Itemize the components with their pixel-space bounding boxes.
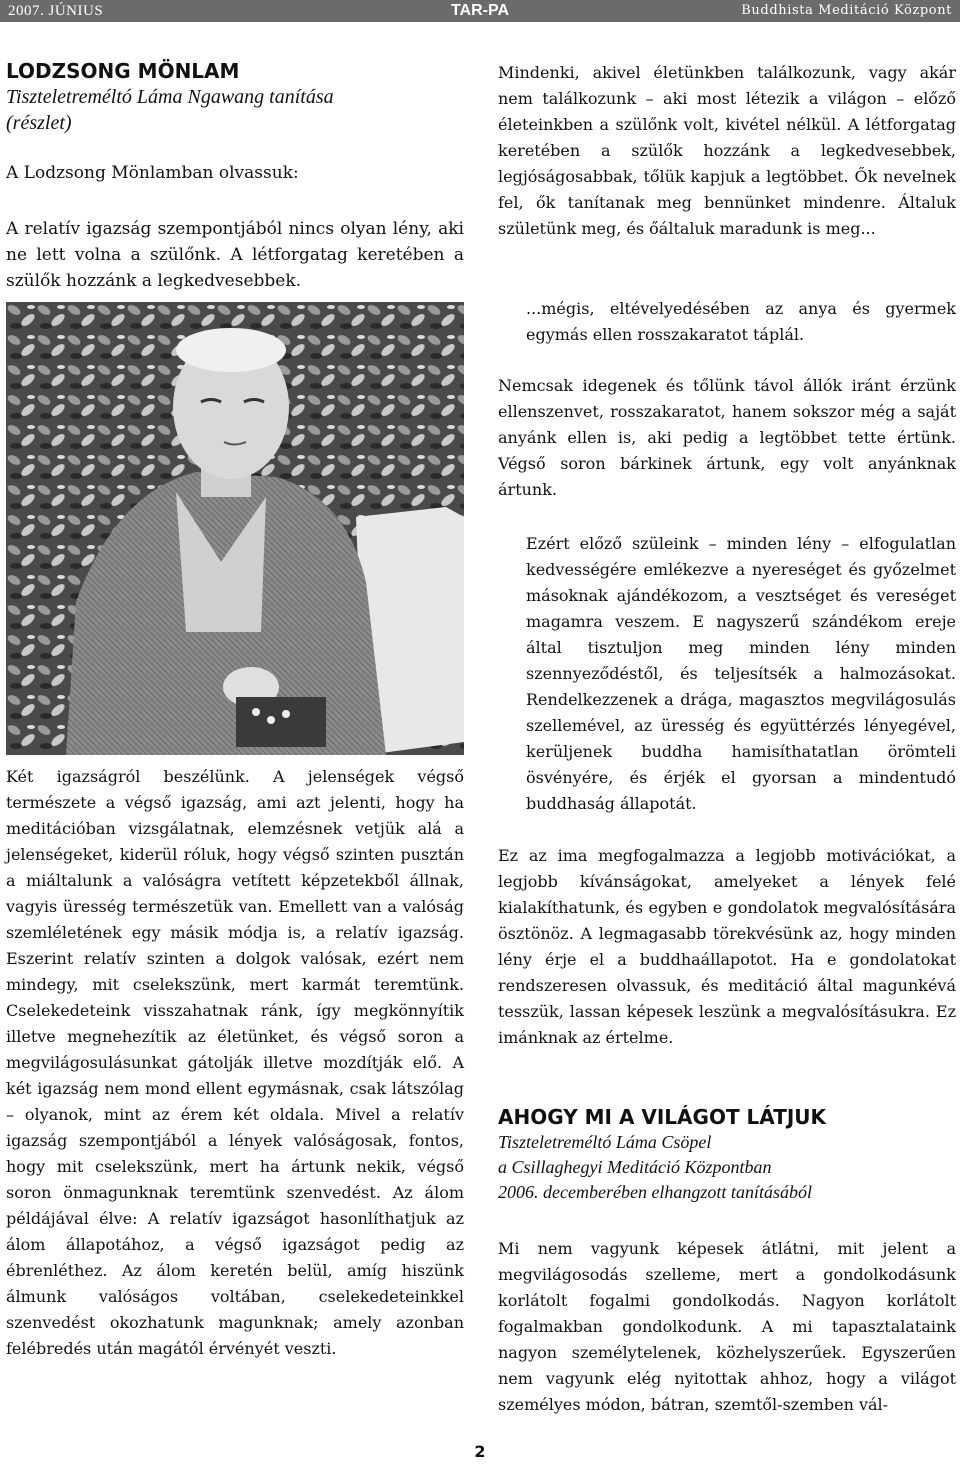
article1-subtitle-line1: Tiszteletreméltó Láma Ngawang tanítása <box>6 86 334 108</box>
article1-quote2: ...mégis, eltévelyedésében az anya és gyermek egymás ellen rosszakaratot táplál. <box>526 299 956 344</box>
article2-subtitle-line2: a Csillaghegyi Meditáció Központban <box>498 1157 772 1177</box>
article1-quote1: A relatív igazság szempontjából nincs olyan lény, aki ne lett volna a szülőnk. A létforgatag keretében a szülők hozzánk a legkedvesebbek. <box>6 219 464 291</box>
publication-name: TAR-PA <box>450 2 510 19</box>
article1-intro: A Lodzsong Mönlamban olvassuk: <box>6 163 299 183</box>
organization-name: Buddhista Meditáció Központ <box>741 3 952 18</box>
article1-left-para: Két igazságról beszélünk. A jelenségek végső természete a végső igazság, ami azt jelenti, hogy ha meditációban vizsgálatnak, elemzésnek vetjük alá a jelenségeket, kiderül róluk, hogy végső szinten pusztán a miáltalunk a valóságra vetített képzetekből állnak, vagyis üresség természetük van. Emellett van a valóság szemléletének egy másik módja is, a relatív igazság. Eszerint relatív szinten a dolgok valósak, ezért nem mindegy, mit cselekszünk, mert karmát teremtünk. Cselekedeteink visszahatnak ránk, így megkönnyítik illetve megnehezítik az életünket, és végső soron a megvilágosulásunkat gátolják illetve mozdítják elő. A két igazság nem mond ellent egymásnak, csak látszólag – olyanok, mint az érem két oldala. Mivel a relatív igazság szempontjából a lények valóságosak, fontos, hogy mit cselekszünk, mert ha ártunk nekik, végső soron önmagunknak teremtünk szenvedést. Az álom példájával élve: A relatív igazságot hasonlíthatjuk az álom állapotához, a végső igazságot pedig az ébrenléthez. Az álom keretén belül, amíg hiszünk álmunk valóságos voltában, cselekedeteinkkel szenvedést okozhatunk magunknak; amely azonban felébredés után magától érvényét veszti. <box>6 767 464 1358</box>
article1-subtitle-line2: (részlet) <box>6 112 72 134</box>
article1-quote3: Ezért előző szüleink – minden lény – elfogulatlan kedvességére emlékezve a nyereséget és győzelmet másoknak ajándékozom, a vesztséget és vereséget magamra veszem. E nagyszerű szándékom ereje által tisztuljon meg minden lény minden szennyeződéstől, és teljesítsék a halmozásokat. Rendelkezzenek a drága, magasztos megvilágosulás szellemével, az üresség és együttérzés lényegével, kerüljenek buddha hamisíthatatlan örömteli ösvényére, és érjék el gyorsan a mindentudó buddhaság állapotát. <box>526 534 956 813</box>
portrait-photo <box>6 302 464 755</box>
article2-title: AHOGY MI A VILÁGOT LÁTJUK <box>498 1105 827 1129</box>
article1-right-para3: Ez az ima megfogalmazza a legjobb motivációkat, a legjobb kívánságokat, amelyeket a lények felé kialakíthatunk, és egyben e gondolatok megvalósítására ösztönöz. A legmagasabb törekvésünk az, hogy minden lény érje el a buddhaállapotot. Ha e gondolatokat rendszeresen olvassuk, és meditáció által magunkévá tesszük, lassan képesek leszünk a megvalósításukra. Ez imánknak az értelme. <box>498 846 956 1047</box>
page-header <box>0 0 960 22</box>
article1-heading <box>6 58 464 136</box>
issue-date: 2007. JÚNIUS <box>8 3 104 19</box>
page-number: 2 <box>474 1442 486 1461</box>
article2-subtitle-line3: 2006. decemberében elhangzott tanításából <box>498 1182 812 1202</box>
article2-subtitle-line1: Tiszteletreméltó Láma Csöpel <box>498 1132 712 1152</box>
article2-para1: Mi nem vagyunk képesek átlátni, mit jelent a megvilágosodás szelleme, mert a gondolkodásunk korlátolt fogalmi gondolkodás. Nagyon korlátolt fogalmakban gondolkodunk. A mi tapasztalataink nagyon személytelenek, közhelyszerűek. Egyszerűen nem vagyunk elég nyitottak ahhoz, hogy a világot személyes módon, bátran, szemtől-szemben vál- <box>498 1239 956 1414</box>
article2-heading <box>498 1104 956 1205</box>
article1-right-para1: Mindenki, akivel életünkben találkozunk, vagy akár nem találkozunk – aki most létezik a világon – előző életeinkben a szülőnk volt, kivétel nélkül. A létforgatag keretében a szülők hozzánk a legkedvesebbek, legjóságosabbak, tőlük kapjuk a legtöbbet. Ők nevelnek fel, ők tanítanak meg bennünket mindenre. Általuk születünk meg, és őáltaluk maradunk is meg... <box>498 63 956 238</box>
article1-right-para2: Nemcsak idegenek és tőlünk távol állók iránt érzünk ellenszenvet, rosszakaratot, hanem sokszor még a saját anyánk ellen is, aki pedig a legtöbbet tette értünk. Végső soron bárkinek ártunk, egy volt anyánknak ártunk. <box>498 376 956 499</box>
article1-title: LODZSONG MÖNLAM <box>6 59 240 83</box>
